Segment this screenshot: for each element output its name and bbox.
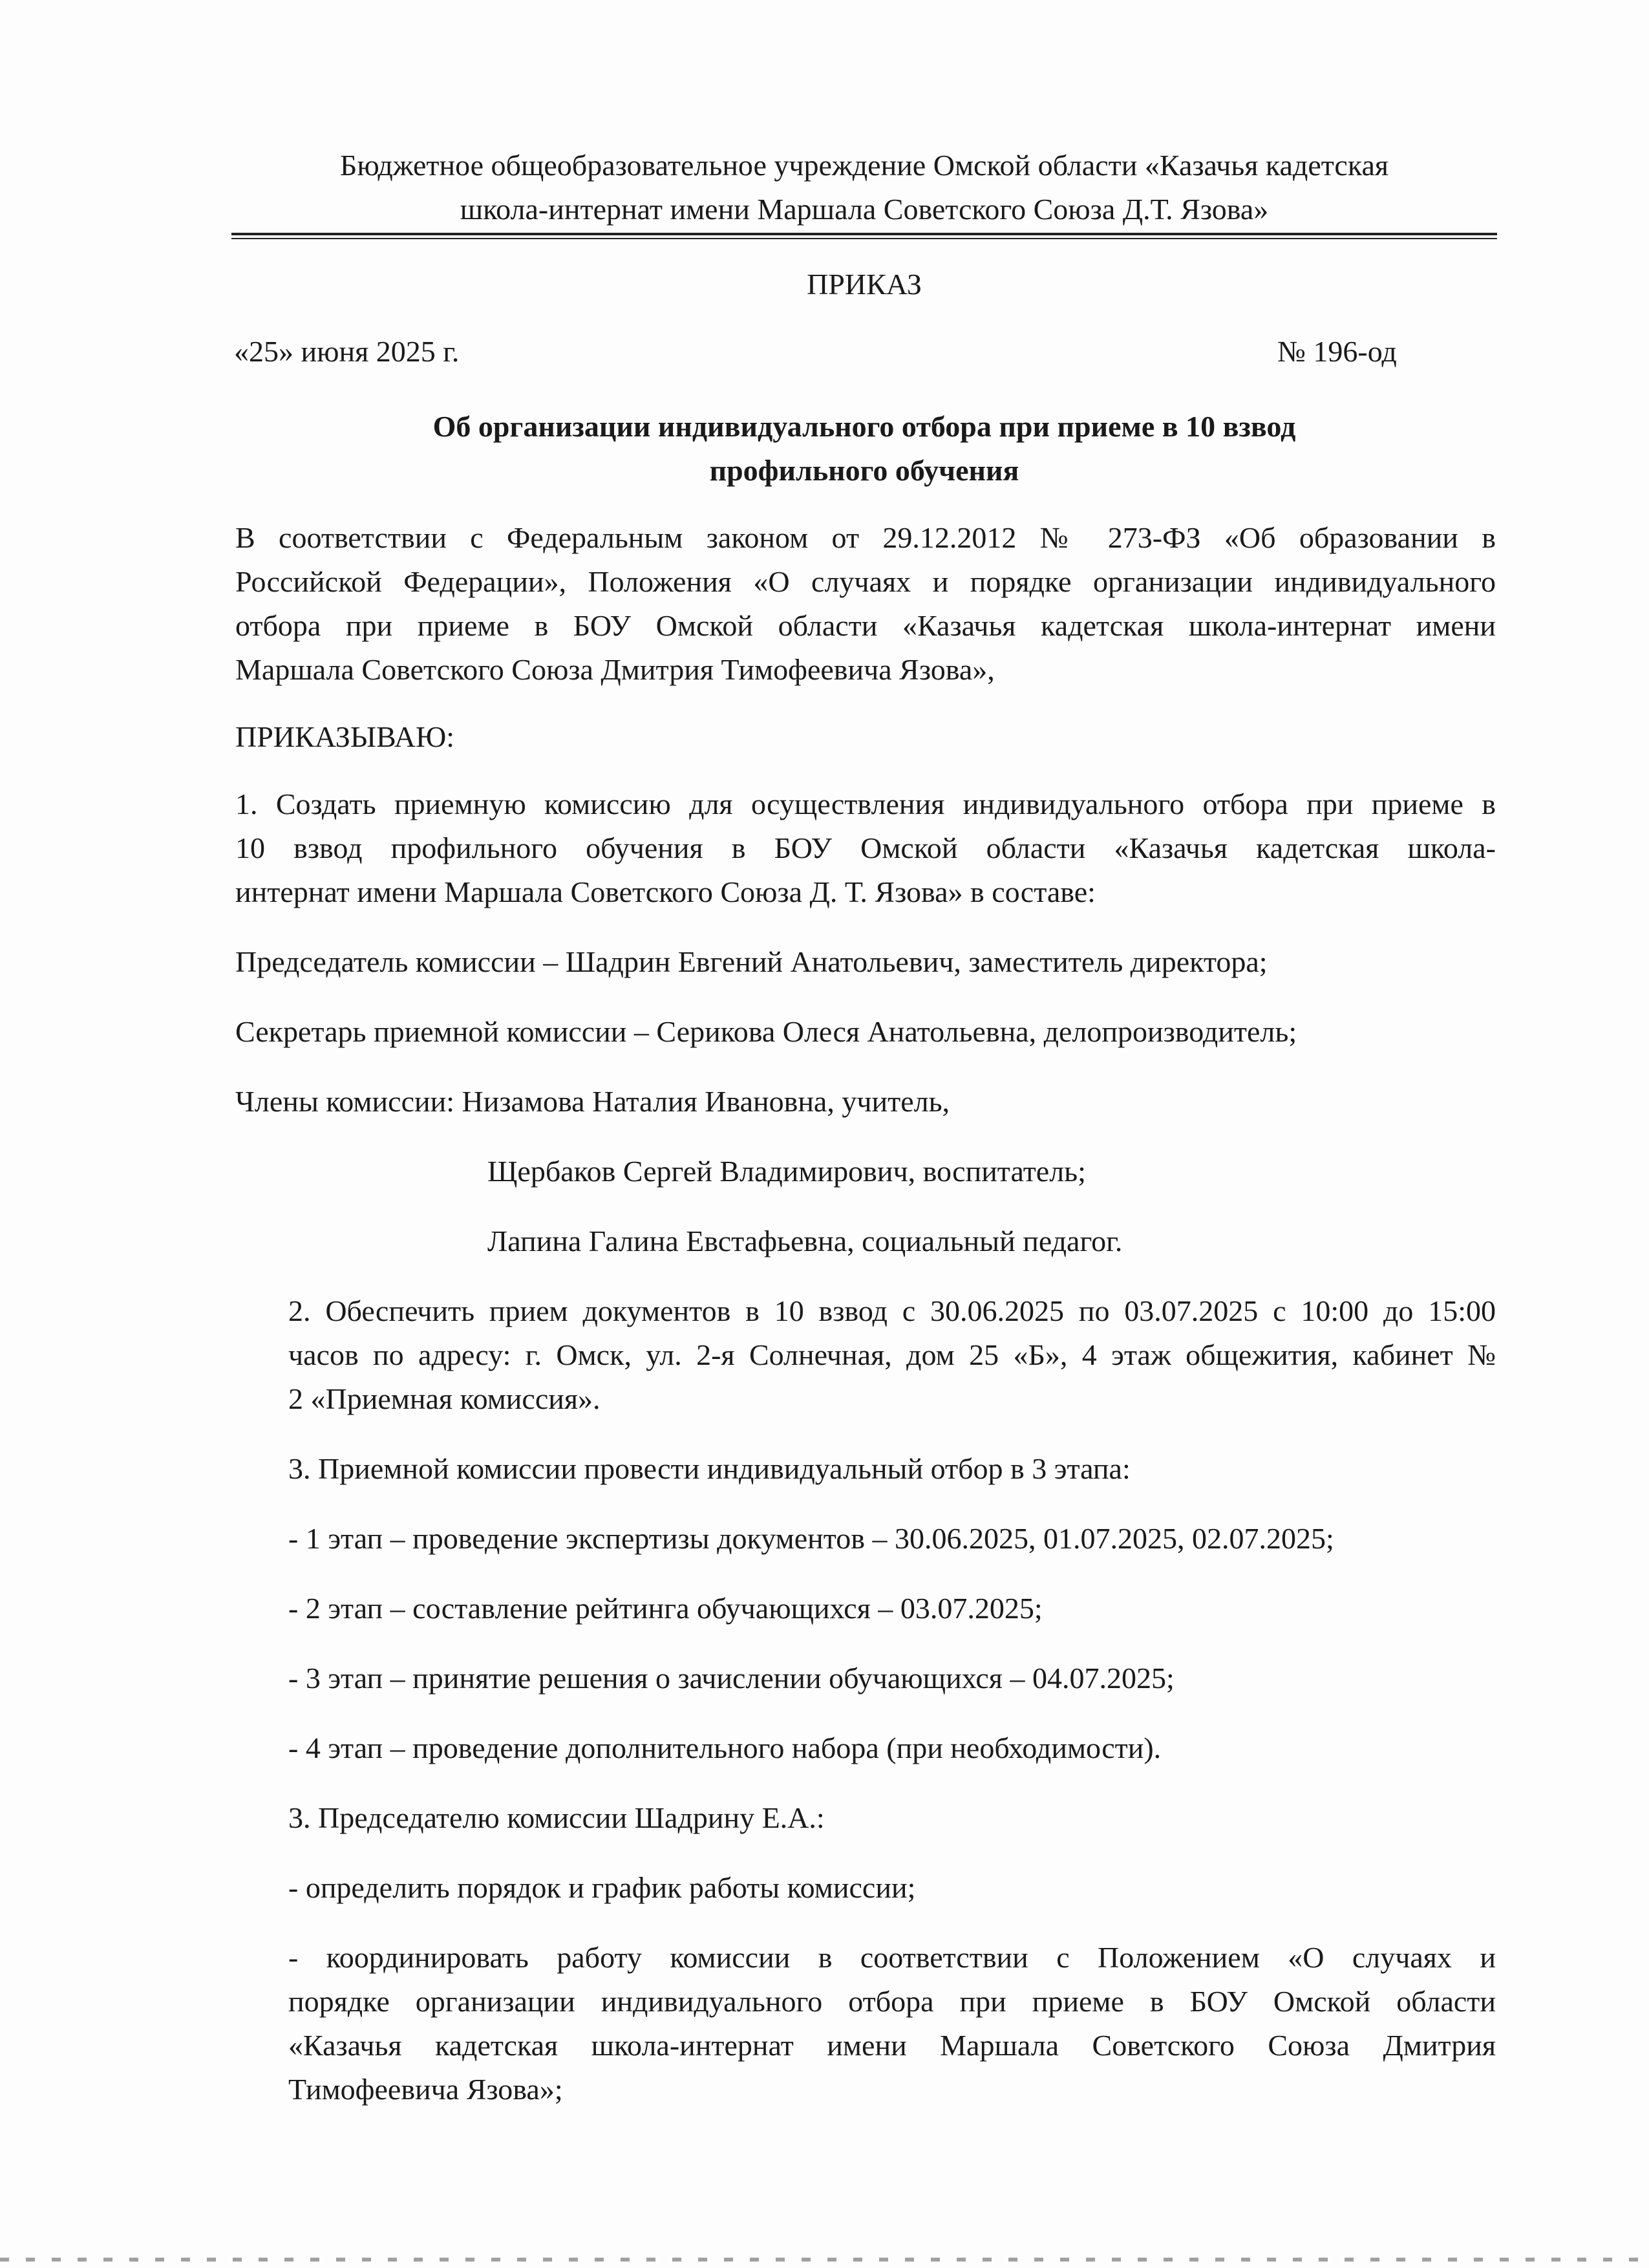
item-2-line-3: 2 «Приемная комиссия». — [288, 1382, 601, 1415]
preamble-line-2: Российской Федерации», Положения «О случаях и порядке организации индивидуального — [235, 565, 1496, 598]
item-3-stage-3: - 3 этап – принятие решения о зачислении обучающихся – 04.07.2025; — [288, 1662, 1175, 1695]
item-4-intro: 3. Председателю комиссии Шадрину Е.А.: — [288, 1801, 825, 1834]
item-2-line-1: 2. Обеспечить прием документов в 10 взвод с 30.06.2025 по 03.07.2025 с 10:00 до 15:00 — [288, 1294, 1496, 1327]
header-rule-thick — [231, 233, 1497, 235]
order-title-line-1: Об организации индивидуального отбора при приеме в 10 взвод — [432, 410, 1296, 443]
order-title-line-2: профильного обучения — [709, 454, 1019, 487]
item-3-stage-1: - 1 этап – проведение экспертизы документов – 30.06.2025, 01.07.2025, 02.07.2025; — [288, 1522, 1334, 1555]
item-4-task-2-line-3: «Казачья кадетская школа-интернат имени Маршала Советского Союза Дмитрия — [288, 2029, 1496, 2062]
order-number: № 196-од — [1277, 335, 1397, 368]
org-name-line-1: Бюджетное общеобразовательное учреждение Омской области «Казачья кадетская — [339, 149, 1389, 182]
item-4-task-2-line-1: - координировать работу комиссии в соответствии с Положением «О случаях и — [288, 1941, 1496, 1974]
org-name-line-2: школа-интернат имени Маршала Советского Союза Д.Т. Язова» — [460, 193, 1269, 226]
item-1-line-1: 1. Создать приемную комиссию для осуществления индивидуального отбора при приеме в — [235, 787, 1496, 820]
scan-bottom-edge — [0, 2258, 1649, 2262]
item-3-stage-4: - 4 этап – проведение дополнительного набора (при необходимости). — [288, 1731, 1162, 1764]
commission-members-label: Члены комиссии: Низамова Наталия Ивановна, учитель, — [235, 1085, 950, 1118]
document-type: ПРИКАЗ — [807, 268, 922, 301]
commission-member-2: Щербаков Сергей Владимирович, воспитатель; — [487, 1155, 1086, 1188]
item-3-intro: 3. Приемной комиссии провести индивидуальный отбор в 3 этапа: — [288, 1452, 1131, 1485]
item-3-stage-2: - 2 этап – составление рейтинга обучающихся – 03.07.2025; — [288, 1592, 1043, 1625]
item-4-task-1: - определить порядок и график работы комиссии; — [288, 1871, 916, 1904]
order-word: ПРИКАЗЫВАЮ: — [235, 720, 455, 753]
preamble-line-4: Маршала Советского Союза Дмитрия Тимофеевича Язова», — [235, 653, 995, 686]
item-2-line-2: часов по адресу: г. Омск, ул. 2-я Солнечная, дом 25 «Б», 4 этаж общежития, кабинет № — [288, 1338, 1496, 1371]
commission-chair: Председатель комиссии – Шадрин Евгений Анатольевич, заместитель директора; — [235, 945, 1268, 978]
commission-secretary: Секретарь приемной комиссии – Серикова Олеся Анатольевна, делопроизводитель; — [235, 1015, 1297, 1048]
item-1-line-3: интернат имени Маршала Советского Союза Д. Т. Язова» в составе: — [235, 875, 1096, 908]
item-1-line-2: 10 взвод профильного обучения в БОУ Омской области «Казачья кадетская школа- — [235, 831, 1496, 864]
order-date: «25» июня 2025 г. — [234, 335, 460, 368]
header-rule-thin — [231, 238, 1497, 239]
item-4-task-2-line-4: Тимофеевича Язова»; — [288, 2073, 563, 2106]
preamble-line-1: В соответствии с Федеральным законом от 29.12.2012 № 273-ФЗ «Об образовании в — [235, 521, 1496, 554]
commission-member-3: Лапина Галина Евстафьевна, социальный педагог. — [487, 1225, 1123, 1257]
preamble-line-3: отбора при приеме в БОУ Омской области «Казачья кадетская школа-интернат имени — [235, 609, 1496, 642]
item-4-task-2-line-2: порядке организации индивидуального отбора при приеме в БОУ Омской области — [288, 1985, 1496, 2018]
